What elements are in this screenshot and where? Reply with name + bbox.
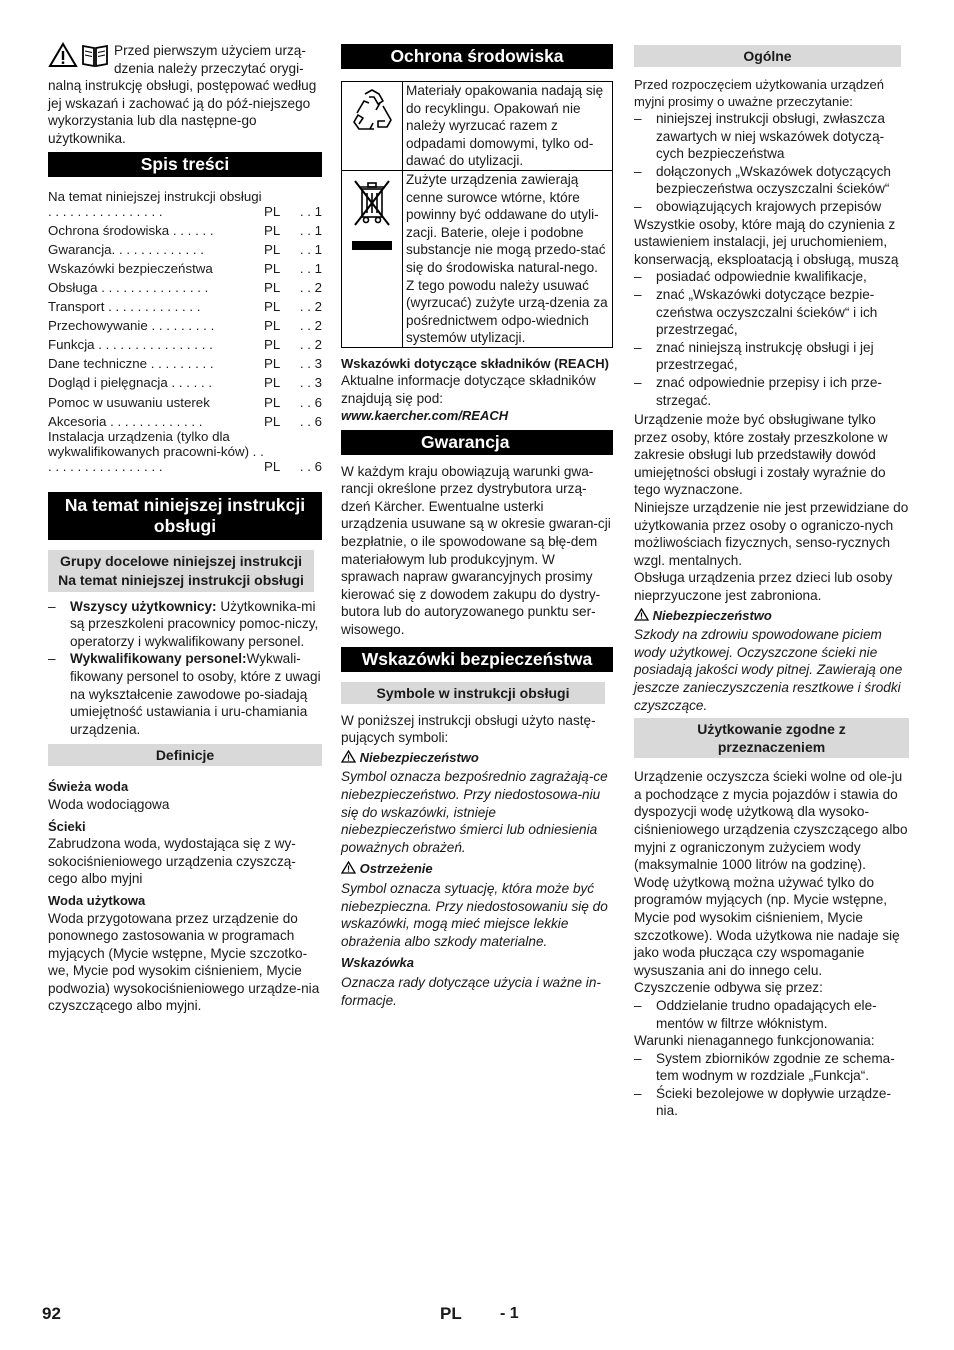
target-groups-heading-line1: Grupy docelowe niniejszej instrukcji — [60, 552, 302, 569]
target-groups-heading — [48, 550, 314, 592]
toc-entry-page: . . 6 — [299, 394, 322, 410]
intended-use-heading: Użytkowanie zgodne z przeznaczeniem — [634, 718, 909, 758]
toc-entry[interactable] — [48, 314, 322, 333]
warning-triangle-icon — [341, 750, 356, 763]
read-list — [634, 110, 909, 216]
definitions — [48, 778, 322, 1015]
toc-entry-title: Dogląd i pielęgnacja . . . . . . — [48, 375, 213, 391]
toc-entry-lang: PL — [264, 222, 281, 238]
crossed-bin-icon — [347, 175, 397, 255]
table-row — [342, 170, 613, 347]
table-of-contents — [48, 189, 322, 474]
toc-entry-title: Przechowywanie . . . . . . . . . — [48, 318, 215, 334]
toc-entry[interactable] — [48, 189, 322, 219]
general-intro: Przed rozpoczęciem użytkowania urządzeń myjni prosimy o uważne przeczytanie: — [634, 77, 885, 109]
toc-entry-title: Obsługa . . . . . . . . . . . . . . . — [48, 279, 209, 295]
reach-heading: Wskazówki dotyczące składników (REACH) — [341, 355, 610, 371]
danger-text: Szkody na zdrowiu spowodowane piciem wody użytkowej. Oczyszczone ścieki nie posiadają jakości wody pitnej. Zawierają one jeszcze zanieczyszczenia resztkowe i środki czyszczące. — [634, 627, 903, 713]
footer-language: PL — [440, 1304, 462, 1323]
toc-entry-page: . . 1 — [299, 222, 322, 238]
toc-entry-page: . . 3 — [299, 356, 322, 372]
symbol-label: Ostrzeżenie — [359, 861, 433, 877]
warranty-heading: Gwarancja — [341, 430, 613, 455]
toc-entry[interactable] — [48, 390, 322, 409]
toc-entry[interactable] — [48, 295, 322, 314]
toc-entry-page: . . 1 — [299, 241, 322, 257]
list-item: – dołączonych „Wskazówek dotyczących bezpieczeństwa oczyszczalni ścieków“ — [634, 163, 909, 198]
symbols-intro: W poniższej instrukcji obsługi użyto nastę-pujących symboli: — [341, 712, 596, 746]
general-paragraph: Obsługa urządzenia przez dzieci lub osoby nieprzyuczone jest zabroniona. — [634, 570, 893, 604]
toc-entry-page: . . 3 — [299, 375, 322, 391]
intro-block — [48, 42, 322, 148]
toc-entry-title: Akcesoria . . . . . . . . . . . . . — [48, 413, 203, 429]
toc-entry-title: Pomoc w usuwaniu usterek — [48, 394, 210, 410]
toc-entry-lang: PL — [264, 279, 281, 295]
intended-use-paragraph: Urządzenie oczyszcza ścieki wolne od ole-ju a pochodzące z mycia pojazdów i stawia do dyspozycji wodę użytkową dla wysoko-ciśnieniowego urządzenia czyszczącego albo myjni z ograniczonym zużyciem wody (maksymalnie 1000 litrów na godzinę). — [634, 769, 908, 873]
toc-entry-page: . . 2 — [299, 318, 322, 334]
toc-entry[interactable] — [48, 238, 322, 257]
toc-entry-title: Wskazówki bezpieczeństwa — [48, 260, 213, 276]
list-item: – Ścieki bezolejowe w dopływie urządze-nia. — [634, 1085, 909, 1120]
footer-section-page: - 1 — [500, 1305, 519, 1322]
column-right — [634, 40, 909, 1120]
list-item: – obowiązujących krajowych przepisów — [634, 198, 909, 216]
toc-entry[interactable] — [48, 410, 322, 429]
toc-entry[interactable] — [48, 429, 322, 474]
toc-entry-lang: PL — [264, 458, 281, 474]
toc-entry-page: . . 1 — [299, 260, 322, 276]
symbol-text: Symbol oznacza bezpośrednio zagrażają-ce niebezpieczeństwo. Przy niedostosowa-niu się do wskazówki, istnieje niebezpieczeństwo śmierci lub odniesienia poważnych obrażeń. — [341, 769, 608, 855]
symbol-note — [341, 954, 613, 1009]
safety-heading: Wskazówki bezpieczeństwa — [341, 647, 613, 672]
toc-entry-lang: PL — [264, 299, 281, 315]
toc-entry-title: Gwarancja. . . . . . . . . . . . . — [48, 241, 204, 257]
warning-triangle-icon — [634, 608, 649, 621]
reach-text: Aktualne informacje dotyczące składników znajdują się pod: — [341, 372, 596, 406]
intro-icons — [48, 42, 110, 68]
toc-entry-page: . . 6 — [299, 413, 322, 429]
bin-text: Zużyte urządzenia zawierają cenne surowce wtórne, które powinny być oddawane do utyli-zacji. Baterie, oleje i podobne substancje nie mogą przedo-stać się do środowiska natural-nego. Z tego powodu należy usuwać (wyrzucać) zużyte urzą-dzenia za pośrednictwem odpo-wiednich systemów utylizacji. — [403, 170, 613, 347]
toc-entry-page: . . 2 — [299, 337, 322, 353]
intended-use-paragraph: Wodę użytkową można używać tylko do programów myjących (np. Mycie wstępne, Mycie pod wysokim ciśnieniem, Mycie szczotkowe). Woda użytkowa nie nadaje się jako woda płucząca czy wspomaganie wysuszania ani do innego celu. — [634, 874, 900, 978]
toc-entry-title: Na temat niniejszej instrukcji obsługi . . . . . . . . . . . . . . . . — [48, 188, 262, 219]
toc-entry-lang: PL — [264, 241, 281, 257]
toc-entry-page: . . 2 — [299, 299, 322, 315]
toc-entry-lang: PL — [264, 394, 281, 410]
warranty-text: W każdym kraju obowiązują warunki gwa-rancji określone przez dystrybutora urzą-dzeń Kärcher. Ewentualne usterki urządzenia usuwane są w okresie gwaran-cji bezpłatnie, o ile spowodowane są błę-dem materiałowym lub produkcyjnym. W sprawach napraw gwarancyjnych prosimy kierować się z dowodem zakupu do dystry-butora lub do autoryzowanego punktu ser-wisowego. — [341, 463, 611, 638]
toc-entry-title: Instalacja urządzenia (tylko dla wykwalifikowanych pracowni-ków) . . . . . . . . . . . . . . . . . . — [48, 428, 264, 474]
toc-entry[interactable] — [48, 333, 322, 352]
general-paragraph: Niniejsze urządzenie nie jest przewidziane do użytkowania przez osoby o ograniczo-nych możliwościach fizycznych, senso-rycznych wzgl. mentalnych. — [634, 500, 909, 568]
recycling-text: Materiały opakowania nadają się do recyklingu. Opakowań nie należy wyrzucać razem z odpadami domowymi, tylko od-dawać do utylizacji. — [403, 82, 613, 171]
list-item: – Wykwalifikowany personel:Wykwali-fikowany personel to osoby, które z uwagi na wykształcenie zawodowe po-siadają umiejętność ustawiania i uru-chamiania urządzenia. — [48, 650, 322, 738]
symbol-caution — [341, 860, 613, 950]
open-book-icon — [80, 42, 110, 68]
toc-heading: Spis treści — [48, 152, 322, 177]
environment-table — [341, 81, 613, 348]
toc-entry-title: Transport . . . . . . . . . . . . . — [48, 299, 201, 315]
toc-entry[interactable] — [48, 371, 322, 390]
toc-entry[interactable] — [48, 219, 322, 238]
list-item: – znać niniejszą instrukcję obsługi i jej przestrzegać, — [634, 339, 909, 374]
target-groups-heading-line2: Na temat niniejszej instrukcji obsługi — [58, 571, 304, 588]
toc-entry-title: Ochrona środowiska . . . . . . — [48, 222, 214, 238]
page-number: 92 — [42, 1304, 61, 1323]
toc-entry[interactable] — [48, 257, 322, 276]
general-heading: Ogólne — [634, 45, 901, 67]
toc-entry-lang: PL — [264, 337, 281, 353]
environment-heading: Ochrona środowiska — [341, 44, 613, 69]
definition-term: Woda użytkowa — [48, 892, 146, 908]
persons-intro: Wszystkie osoby, które mają do czynienia z ustawieniem instalacji, jej uruchomieniem, konserwacją, eksploatacją i obsługą, muszą — [634, 216, 899, 267]
definition-term: Świeża woda — [48, 779, 129, 795]
list-item: – znać odpowiednie przepisy i ich prze-strzegać. — [634, 374, 909, 409]
toc-entry-lang: PL — [264, 318, 281, 334]
toc-entry-lang: PL — [264, 375, 281, 391]
recycling-icon — [347, 86, 397, 136]
definitions-heading: Definicje — [48, 744, 322, 766]
column-left — [48, 40, 322, 1015]
definition-term: Ścieki — [48, 818, 86, 834]
list-item: – posiadać odpowiednie kwalifikacje, — [634, 268, 909, 286]
target-groups-list — [48, 598, 322, 739]
reach-link[interactable]: www.kaercher.com/REACH — [341, 408, 509, 424]
definition-text: Woda wodociągowa — [48, 796, 170, 812]
toc-entry-lang: PL — [264, 260, 281, 276]
about-heading: Na temat niniejszej instrukcji obsługi — [48, 492, 322, 540]
toc-entry-page: . . 1 — [299, 203, 322, 219]
symbol-label: Niebezpieczeństwo — [359, 749, 479, 765]
list-item: – niniejszej instrukcji obsługi, zwłaszcza zawartych w niej wskazówek dotyczą-cych bezpieczeństwa — [634, 110, 909, 163]
danger-label: Niebezpieczeństwo — [652, 607, 772, 623]
cleaning-intro: Czyszczenie odbywa się przez: — [634, 980, 823, 996]
general-paragraph: Urządzenie może być obsługiwane tylko przez osoby, które zostały przeszkolone w zakresie obsługi lub przedstawiły dowód umiejętności obsługi i zostały wyraźnie do tego wyznaczone. — [634, 412, 888, 498]
column-middle — [341, 40, 613, 1009]
toc-entry-page: . . 6 — [299, 458, 322, 474]
toc-entry[interactable] — [48, 352, 322, 371]
conditions-intro: Warunki nienagannego funkcjonowania: — [634, 1033, 875, 1049]
symbol-text: Symbol oznacza sytuację, która może być niebezpieczna. Przy niedostosowaniu się do wskazówki, mogą mieć miejsce lekkie obrażenia albo szkody materialne. — [341, 880, 608, 949]
table-row — [342, 82, 613, 171]
bin-cell — [342, 170, 403, 347]
toc-entry-lang: PL — [264, 356, 281, 372]
list-item: – znać „Wskazówki dotyczące bezpie-czeństwa oczyszczalni ścieków“ i ich przestrzegać, — [634, 286, 909, 339]
symbol-label: Wskazówka — [341, 955, 414, 971]
intro-text: Przed pierwszym użyciem urzą-dzenia należy przeczytać orygi-nalną instrukcję obsługi, postępować według jej wskazań i zachować ją do póź-niejszego wykorzystania lub dla następne-go użytkownika. — [48, 43, 317, 146]
list-item: – System zbiorników zgodnie ze schema-tem wodnym w rozdziale „Funkcja“. — [634, 1050, 909, 1085]
toc-entry-title: Funkcja . . . . . . . . . . . . . . . . — [48, 337, 213, 353]
warning-triangle-icon — [341, 861, 356, 874]
symbol-danger — [341, 749, 613, 857]
persons-list — [634, 268, 909, 409]
toc-entry-lang: PL — [264, 203, 281, 219]
recycling-cell — [342, 82, 403, 171]
definition-text: Zabrudzona woda, wydostająca się z wy-sokociśnieniowego urządzenia czyszczą-cego albo myjni — [48, 836, 296, 887]
definition-text: Woda przygotowana przez urządzenie do ponownego zastosowania w programach myjących (Mycie wstępne, Mycie szczotko-we, Mycie pod wysokim ciśnieniem, Mycie podwozia) wysokociśnieniowego urządze-nia czyszczącego albo myjni. — [48, 910, 320, 1014]
toc-entry[interactable] — [48, 276, 322, 295]
toc-entry-lang: PL — [264, 413, 281, 429]
symbol-text: Oznacza rady dotyczące użycia i ważne in-formacje. — [341, 974, 601, 1008]
symbols-heading: Symbole w instrukcji obsługi — [341, 682, 605, 704]
list-item: – Oddzielanie trudno opadających ele-mentów w filtrze włóknistym. — [634, 997, 909, 1032]
list-item: – Wszyscy użytkownicy: Użytkownika-mi są przeszkoleni pracownicy pomoc-niczy, operatorzy i wykwalifikowany personel. — [48, 598, 322, 651]
toc-entry-title: Dane techniczne . . . . . . . . . — [48, 356, 214, 372]
warning-triangle-icon — [48, 42, 78, 68]
toc-entry-page: . . 2 — [299, 279, 322, 295]
